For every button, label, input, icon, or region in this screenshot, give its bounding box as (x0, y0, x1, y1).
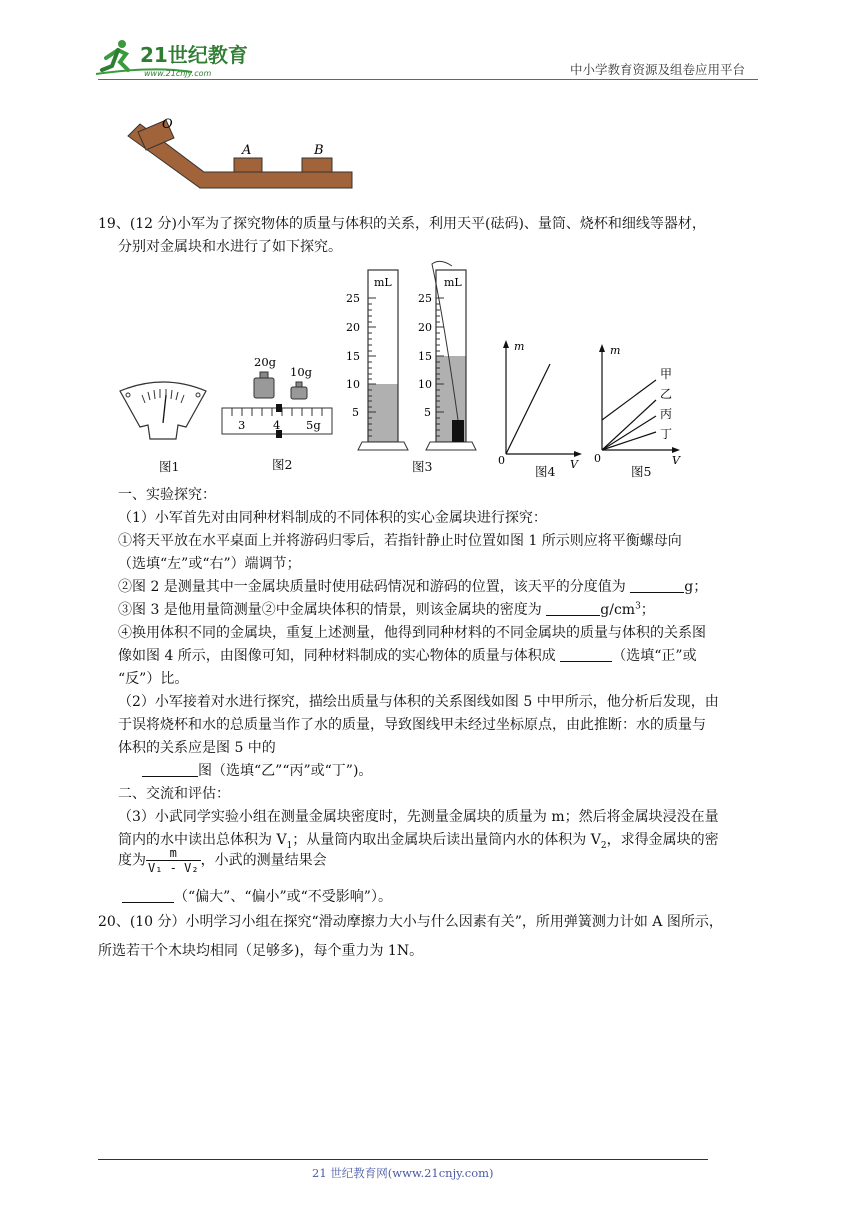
caption-fig4: 图4 (535, 464, 556, 479)
q19-p7 (118, 645, 697, 665)
answer-blank[interactable] (560, 647, 612, 662)
q19-line1: 19、(12 分)小军为了探究物体的质量与体积的关系，利用天平(砝码)、量筒、烧杯和细线等器材， (98, 216, 706, 232)
fraction-denominator: V₁ - V₂ (148, 861, 199, 875)
q19-p7-text: 像如图 4 所示，由图像可知，同种材料制成的实心物体的质量与体积成 (118, 648, 561, 664)
answer-blank[interactable] (142, 762, 198, 777)
fig2-scale-4: 4 (273, 418, 281, 432)
line-yi (602, 400, 656, 450)
caption-fig5: 图5 (631, 464, 652, 479)
block-a (234, 158, 262, 172)
q19-p3: （选填“左”或“右”）端调节； (118, 556, 301, 572)
answer-blank[interactable] (630, 578, 684, 593)
cyl1-tick: 25 (346, 292, 360, 305)
fig5-origin: 0 (594, 452, 601, 465)
q19-p2: ①将天平放在水平桌面上并将游码归零后，若指针静止时位置如图 1 所示则应将平衡螺母向 (118, 533, 682, 549)
label-jia: 甲 (660, 367, 673, 381)
cyl2-tick: 15 (418, 350, 432, 363)
label-a: A (242, 143, 252, 158)
site-logo (92, 36, 262, 80)
q19-p15-a: 度为 (118, 852, 146, 869)
footer-divider (98, 1159, 708, 1160)
q19-p6: ④换用体积不同的金属块，重复上述测量，他得到同种材料的不同金属块的质量与体积的关系图 (118, 625, 706, 641)
cyl2-tick: 25 (418, 292, 432, 305)
answer-blank[interactable] (546, 601, 600, 616)
logo-url: www.21cnjy.com (144, 69, 212, 78)
cyl2-tick: 20 (418, 321, 432, 334)
q19-p14-sub2: 2 (600, 840, 607, 851)
fig1-balance-dial (116, 375, 210, 443)
block-b (302, 158, 332, 172)
metal-block (452, 420, 464, 442)
line-ding (602, 432, 656, 450)
rider-top (276, 404, 282, 412)
weight-10g (291, 387, 307, 399)
section-1-title: 一、实验探究： (118, 487, 216, 503)
cyl2-tick: 10 (418, 378, 432, 391)
q19-p8: “反”）比。 (118, 671, 189, 687)
q19-p5-unit: g/cm (600, 602, 636, 618)
header-platform-text: 中小学教育资源及组卷应用平台 (570, 62, 746, 77)
cyl1-tick: 20 (346, 321, 360, 334)
q19-p5-sup: 3 (635, 601, 641, 612)
caption-fig3: 图3 (412, 459, 433, 474)
q19-p14-sub1: 1 (286, 840, 293, 851)
q19-p4-unit: g； (684, 579, 708, 595)
q19-p1: （1）小军首先对由同种材料制成的不同体积的实心金属块进行探究： (118, 510, 547, 526)
line-jia (602, 380, 656, 420)
line-bing (602, 416, 656, 450)
q19-p10: 于误将烧杯和水的总质量当作了水的质量，导致图线甲未经过坐标原点，由此推断：水的质量与 (118, 717, 706, 733)
ramp-figure (120, 108, 360, 194)
q19-p15 (118, 846, 327, 875)
fig2-weight-10g-label: 10g (290, 365, 312, 379)
label-yi: 乙 (660, 387, 673, 401)
caption-fig2: 图2 (272, 457, 293, 472)
density-fraction (146, 846, 201, 875)
q19-p5-text: ③图 3 是他用量筒测量②中金属块体积的情景，则该金属块的密度为 (118, 602, 547, 618)
q19-p14-b: ；从量筒内取出金属块后读出量筒内水的体积为 V (292, 832, 601, 848)
q19-line2: 分别对金属块和水进行了如下探究。 (118, 239, 342, 255)
q19-p15-b: ，小武的测量结果会 (200, 852, 327, 869)
fig5-m-label: m (610, 344, 621, 357)
fig2-weight-20g-label: 20g (254, 355, 276, 369)
fig2-scale-3: 3 (238, 418, 246, 432)
q19-p14-a: 筒内的水中读出总体积为 V (118, 832, 287, 848)
fraction-numerator: m (146, 846, 201, 861)
q19-p4-text: ②图 2 是测量其中一金属块质量时使用砝码情况和游码的位置，该天平的分度值为 (118, 579, 631, 595)
footer-text: 21 世纪教育网(www.21cnjy.com) (312, 1166, 494, 1180)
fig2-scale-5g: 5g (306, 418, 321, 432)
fig4-mv-graph (492, 336, 588, 470)
fig4-line (506, 364, 550, 454)
fig4-origin: 0 (498, 454, 505, 467)
q19-p12 (142, 760, 372, 780)
header-divider (98, 79, 758, 80)
label-bing: 丙 (660, 407, 673, 421)
runner-logo-icon (92, 36, 262, 80)
cyl1-tick: 10 (346, 378, 360, 391)
label-ding: 丁 (660, 427, 673, 441)
q19-p5-end: ； (640, 602, 655, 618)
q20-line2: 所选若干个木块均相同（足够多)，每个重力为 1N。 (98, 943, 424, 959)
q19-p12-text: 图（选填“乙”“丙”或“丁”)。 (198, 763, 373, 779)
weight-20g (254, 378, 274, 398)
q19-p16-text: （“偏大”、“偏小”或“不受影响”）。 (174, 889, 392, 905)
fig4-v-label: V (570, 458, 578, 470)
q20-line1: 20、(10 分）小明学习小组在探究“滑动摩擦力大小与什么因素有关”，所用弹簧测力计如 A 图所示， (98, 914, 723, 930)
label-o: O (162, 117, 173, 132)
q19-p4 (118, 576, 707, 596)
cyl1-tick: 15 (346, 350, 360, 363)
q19-p11: 体积的关系应是图 5 中的 (118, 740, 276, 756)
cyl1-unit: mL (374, 276, 392, 289)
logo-text: 21世纪教育 (140, 43, 248, 67)
fig3-graduated-cylinders (340, 260, 480, 456)
q19-p9: （2）小军接着对水进行探究，描绘出质量与体积的关系图线如图 5 中甲所示，他分析后发现，由 (118, 694, 719, 710)
label-b: B (314, 143, 324, 158)
fig5-mv-graph (590, 336, 690, 470)
q19-p13: （3）小武同学实验小组在测量金属块密度时，先测量金属块的质量为 m；然后将金属块浸没在量 (118, 809, 719, 825)
q19-p14-c: ，求得金属块的密 (606, 832, 719, 848)
fig4-m-label: m (514, 340, 525, 353)
q19-p5 (118, 599, 655, 619)
cyl2-tick: 5 (424, 406, 431, 419)
q19-p16 (122, 886, 392, 906)
caption-fig1: 图1 (159, 459, 180, 474)
answer-blank[interactable] (122, 888, 174, 903)
cyl2-unit: mL (444, 276, 462, 289)
fig2-weights-and-rider (218, 354, 336, 440)
section-2-title: 二、交流和评估： (118, 786, 230, 802)
fig5-v-label: V (672, 454, 680, 467)
q19-p7-hint: （选填“正”或 (612, 648, 697, 664)
cyl1-tick: 5 (352, 406, 359, 419)
